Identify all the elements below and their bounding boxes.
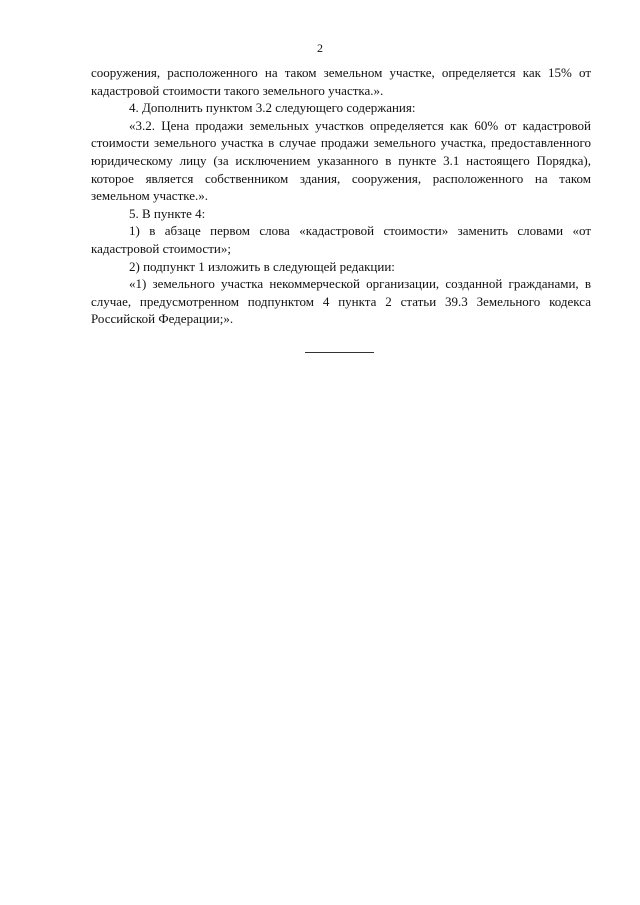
paragraph-continuation: сооружения, расположенного на таком земельном участке, определяется как 15% от кадастровой стоимости такого земельного участка.».	[91, 65, 591, 98]
paragraph-quote-3-2: «3.2. Цена продажи земельных участков определяется как 60% от кадастровой стоимости земельного участка в случае продажи земельного участка, предоставленного юридическому лицу (за исключением указанного в пункте 3.1 настоящего Порядка), которое является собственником здания, сооружения, расположенного на таком земельном участке.».	[91, 117, 591, 204]
paragraph-subitem-2: 2) подпункт 1 изложить в следующей редакции:	[129, 258, 395, 274]
end-of-document-rule	[305, 352, 374, 353]
page-number: 2	[317, 41, 323, 55]
document-body	[91, 64, 591, 328]
paragraph-item-5: 5. В пункте 4:	[129, 205, 206, 221]
paragraph-subitem-1: 1) в абзаце первом слова «кадастровой стоимости» заменить словами «от кадастровой стоимости»;	[91, 223, 591, 256]
paragraph-quote-subitem-1: «1) земельного участка некоммерческой организации, созданной гражданами, в случае, предусмотренном подпунктом 4 пункта 2 статьи 39.3 Земельного кодекса Российской Федерации;».	[91, 276, 591, 327]
paragraph-item-4: 4. Дополнить пунктом 3.2 следующего содержания:	[129, 100, 416, 116]
